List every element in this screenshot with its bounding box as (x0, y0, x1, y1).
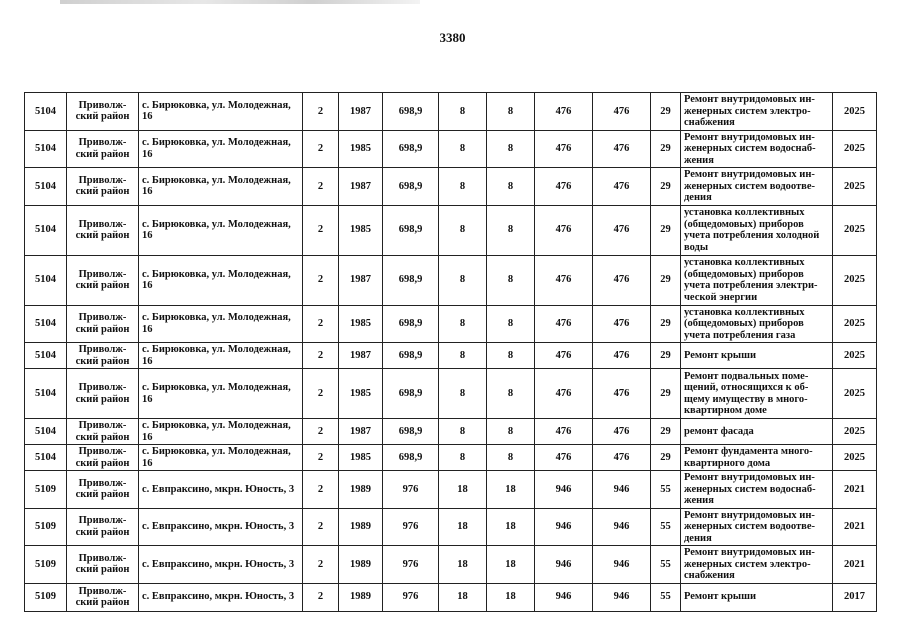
cell-district: Приволж- ский район (67, 508, 139, 546)
table-row (25, 546, 877, 584)
page-number: 3380 (439, 30, 466, 45)
cell-count-d: 946 (593, 546, 651, 584)
cell-count-e: 29 (651, 168, 681, 206)
cell-year: 1989 (339, 471, 383, 509)
cell-count-c: 476 (535, 445, 593, 471)
cell-count-a: 8 (439, 168, 487, 206)
cell-plan-year: 2021 (833, 471, 877, 509)
cell-count-b: 8 (487, 369, 535, 419)
cell-object-id: 5109 (25, 583, 67, 611)
cell-address: с. Евпраксино, мкрн. Юность, 3 (139, 583, 303, 611)
cell-count-c: 476 (535, 419, 593, 445)
cell-count-e: 29 (651, 305, 681, 343)
cell-work-type: ремонт фасада (681, 419, 833, 445)
cell-district: Приволж- ский район (67, 583, 139, 611)
cell-plan-year: 2025 (833, 255, 877, 305)
cell-floors: 2 (303, 255, 339, 305)
cell-year: 1985 (339, 205, 383, 255)
cell-year: 1985 (339, 305, 383, 343)
cell-floors: 2 (303, 369, 339, 419)
cell-work-type: Ремонт внутридомовых ин- женерных систем водоснаб- жения (681, 130, 833, 168)
cell-object-id: 5109 (25, 508, 67, 546)
cell-count-e: 29 (651, 445, 681, 471)
table-row (25, 369, 877, 419)
cell-floors: 2 (303, 168, 339, 206)
cell-plan-year: 2021 (833, 546, 877, 584)
cell-count-a: 8 (439, 305, 487, 343)
cell-count-d: 946 (593, 583, 651, 611)
cell-area: 698,9 (383, 255, 439, 305)
cell-floors: 2 (303, 471, 339, 509)
cell-address: с. Бирюковка, ул. Молодежная, 16 (139, 305, 303, 343)
cell-district: Приволж- ский район (67, 305, 139, 343)
scan-artifact (60, 0, 420, 4)
cell-work-type: установка коллективных (общедомовых) приборов учета потребления холодной воды (681, 205, 833, 255)
cell-count-a: 8 (439, 93, 487, 131)
cell-year: 1985 (339, 445, 383, 471)
cell-area: 976 (383, 471, 439, 509)
cell-count-b: 18 (487, 508, 535, 546)
cell-work-type: Ремонт внутридомовых ин- женерных систем электро- снабжения (681, 93, 833, 131)
table-row (25, 93, 877, 131)
cell-district: Приволж- ский район (67, 471, 139, 509)
cell-count-e: 29 (651, 255, 681, 305)
cell-plan-year: 2025 (833, 130, 877, 168)
cell-address: с. Бирюковка, ул. Молодежная, 16 (139, 419, 303, 445)
cell-work-type: Ремонт внутридомовых ин- женерных систем водоотве- дения (681, 508, 833, 546)
cell-object-id: 5104 (25, 419, 67, 445)
cell-count-c: 946 (535, 471, 593, 509)
cell-area: 698,9 (383, 130, 439, 168)
cell-address: с. Бирюковка, ул. Молодежная, 16 (139, 445, 303, 471)
cell-count-c: 946 (535, 546, 593, 584)
cell-plan-year: 2025 (833, 419, 877, 445)
cell-area: 698,9 (383, 93, 439, 131)
table-row (25, 583, 877, 611)
cell-address: с. Евпраксино, мкрн. Юность, 3 (139, 546, 303, 584)
cell-count-d: 476 (593, 130, 651, 168)
cell-count-e: 29 (651, 343, 681, 369)
cell-work-type: Ремонт крыши (681, 343, 833, 369)
cell-count-b: 8 (487, 343, 535, 369)
cell-count-a: 8 (439, 205, 487, 255)
cell-floors: 2 (303, 445, 339, 471)
cell-floors: 2 (303, 583, 339, 611)
cell-work-type: Ремонт внутридомовых ин- женерных систем водоснаб- жения (681, 471, 833, 509)
cell-district: Приволж- ский район (67, 130, 139, 168)
cell-count-d: 476 (593, 369, 651, 419)
table-row (25, 130, 877, 168)
cell-address: с. Бирюковка, ул. Молодежная, 16 (139, 343, 303, 369)
cell-count-a: 18 (439, 583, 487, 611)
cell-count-c: 476 (535, 205, 593, 255)
cell-year: 1989 (339, 583, 383, 611)
cell-count-d: 476 (593, 343, 651, 369)
cell-year: 1987 (339, 343, 383, 369)
cell-year: 1987 (339, 255, 383, 305)
cell-floors: 2 (303, 305, 339, 343)
cell-count-e: 29 (651, 205, 681, 255)
table-row (25, 445, 877, 471)
repair-program-table (24, 92, 877, 612)
cell-count-a: 8 (439, 369, 487, 419)
cell-object-id: 5109 (25, 546, 67, 584)
cell-count-e: 55 (651, 508, 681, 546)
table-row (25, 343, 877, 369)
cell-area: 698,9 (383, 305, 439, 343)
cell-count-b: 8 (487, 255, 535, 305)
cell-area: 698,9 (383, 168, 439, 206)
table-row (25, 508, 877, 546)
cell-plan-year: 2025 (833, 445, 877, 471)
cell-count-b: 8 (487, 419, 535, 445)
cell-count-a: 8 (439, 130, 487, 168)
cell-district: Приволж- ский район (67, 546, 139, 584)
cell-count-e: 29 (651, 93, 681, 131)
cell-year: 1987 (339, 93, 383, 131)
cell-area: 698,9 (383, 369, 439, 419)
table-row (25, 168, 877, 206)
cell-count-c: 476 (535, 255, 593, 305)
cell-work-type: Ремонт внутридомовых ин- женерных систем водоотве- дения (681, 168, 833, 206)
cell-year: 1989 (339, 508, 383, 546)
cell-district: Приволж- ский район (67, 445, 139, 471)
cell-count-d: 946 (593, 471, 651, 509)
cell-count-e: 55 (651, 546, 681, 584)
cell-district: Приволж- ский район (67, 255, 139, 305)
cell-count-d: 476 (593, 205, 651, 255)
cell-count-a: 18 (439, 508, 487, 546)
cell-object-id: 5104 (25, 130, 67, 168)
cell-area: 976 (383, 546, 439, 584)
cell-count-d: 476 (593, 93, 651, 131)
cell-count-c: 476 (535, 93, 593, 131)
cell-object-id: 5104 (25, 305, 67, 343)
cell-count-c: 476 (535, 305, 593, 343)
cell-count-d: 476 (593, 445, 651, 471)
cell-count-b: 8 (487, 168, 535, 206)
cell-count-d: 476 (593, 305, 651, 343)
cell-count-e: 29 (651, 369, 681, 419)
cell-year: 1987 (339, 168, 383, 206)
cell-object-id: 5109 (25, 471, 67, 509)
cell-count-d: 476 (593, 168, 651, 206)
cell-district: Приволж- ский район (67, 168, 139, 206)
cell-area: 976 (383, 508, 439, 546)
cell-count-a: 8 (439, 343, 487, 369)
table-row (25, 205, 877, 255)
cell-year: 1985 (339, 130, 383, 168)
table-row (25, 471, 877, 509)
cell-count-e: 29 (651, 419, 681, 445)
cell-address: с. Бирюковка, ул. Молодежная, 16 (139, 168, 303, 206)
cell-count-a: 8 (439, 255, 487, 305)
cell-count-e: 55 (651, 583, 681, 611)
cell-object-id: 5104 (25, 445, 67, 471)
cell-count-a: 8 (439, 419, 487, 445)
cell-plan-year: 2025 (833, 305, 877, 343)
cell-count-b: 8 (487, 130, 535, 168)
cell-plan-year: 2021 (833, 508, 877, 546)
cell-year: 1989 (339, 546, 383, 584)
cell-address: с. Бирюковка, ул. Молодежная, 16 (139, 130, 303, 168)
cell-floors: 2 (303, 205, 339, 255)
cell-count-c: 476 (535, 343, 593, 369)
cell-count-d: 476 (593, 255, 651, 305)
cell-plan-year: 2017 (833, 583, 877, 611)
cell-area: 698,9 (383, 419, 439, 445)
cell-count-b: 18 (487, 546, 535, 584)
cell-work-type: установка коллективных (общедомовых) приборов учета потребления газа (681, 305, 833, 343)
cell-object-id: 5104 (25, 255, 67, 305)
cell-count-a: 18 (439, 546, 487, 584)
cell-count-a: 8 (439, 445, 487, 471)
cell-district: Приволж- ский район (67, 93, 139, 131)
cell-work-type: установка коллективных (общедомовых) приборов учета потребления электри- ческой энергии (681, 255, 833, 305)
cell-floors: 2 (303, 343, 339, 369)
table-row (25, 305, 877, 343)
cell-address: с. Евпраксино, мкрн. Юность, 3 (139, 508, 303, 546)
cell-district: Приволж- ский район (67, 419, 139, 445)
cell-count-e: 29 (651, 130, 681, 168)
cell-count-b: 18 (487, 471, 535, 509)
cell-floors: 2 (303, 546, 339, 584)
cell-address: с. Бирюковка, ул. Молодежная, 16 (139, 205, 303, 255)
cell-count-c: 476 (535, 369, 593, 419)
cell-plan-year: 2025 (833, 369, 877, 419)
cell-count-c: 476 (535, 130, 593, 168)
cell-count-a: 18 (439, 471, 487, 509)
cell-area: 698,9 (383, 445, 439, 471)
cell-count-b: 8 (487, 205, 535, 255)
cell-floors: 2 (303, 508, 339, 546)
cell-floors: 2 (303, 130, 339, 168)
cell-work-type: Ремонт фундамента много- квартирного дома (681, 445, 833, 471)
cell-address: с. Бирюковка, ул. Молодежная, 16 (139, 255, 303, 305)
cell-work-type: Ремонт подвальных поме- щений, относящихся к об- щему имуществу в много- квартирном доме (681, 369, 833, 419)
cell-floors: 2 (303, 93, 339, 131)
cell-object-id: 5104 (25, 343, 67, 369)
table-row (25, 255, 877, 305)
cell-area: 698,9 (383, 205, 439, 255)
cell-count-b: 8 (487, 445, 535, 471)
cell-object-id: 5104 (25, 168, 67, 206)
cell-count-b: 18 (487, 583, 535, 611)
cell-year: 1987 (339, 419, 383, 445)
cell-count-b: 8 (487, 93, 535, 131)
cell-count-d: 476 (593, 419, 651, 445)
cell-object-id: 5104 (25, 93, 67, 131)
cell-plan-year: 2025 (833, 343, 877, 369)
cell-plan-year: 2025 (833, 205, 877, 255)
table-row (25, 419, 877, 445)
cell-floors: 2 (303, 419, 339, 445)
cell-plan-year: 2025 (833, 93, 877, 131)
cell-address: с. Бирюковка, ул. Молодежная, 16 (139, 93, 303, 131)
cell-district: Приволж- ский район (67, 343, 139, 369)
cell-count-c: 476 (535, 168, 593, 206)
cell-count-d: 946 (593, 508, 651, 546)
cell-object-id: 5104 (25, 205, 67, 255)
cell-address: с. Бирюковка, ул. Молодежная, 16 (139, 369, 303, 419)
cell-area: 976 (383, 583, 439, 611)
cell-object-id: 5104 (25, 369, 67, 419)
cell-count-c: 946 (535, 508, 593, 546)
cell-district: Приволж- ский район (67, 369, 139, 419)
cell-plan-year: 2025 (833, 168, 877, 206)
cell-count-b: 8 (487, 305, 535, 343)
cell-work-type: Ремонт внутридомовых ин- женерных систем электро- снабжения (681, 546, 833, 584)
cell-area: 698,9 (383, 343, 439, 369)
cell-work-type: Ремонт крыши (681, 583, 833, 611)
cell-year: 1985 (339, 369, 383, 419)
cell-address: с. Евпраксино, мкрн. Юность, 3 (139, 471, 303, 509)
cell-count-c: 946 (535, 583, 593, 611)
cell-count-e: 55 (651, 471, 681, 509)
cell-district: Приволж- ский район (67, 205, 139, 255)
